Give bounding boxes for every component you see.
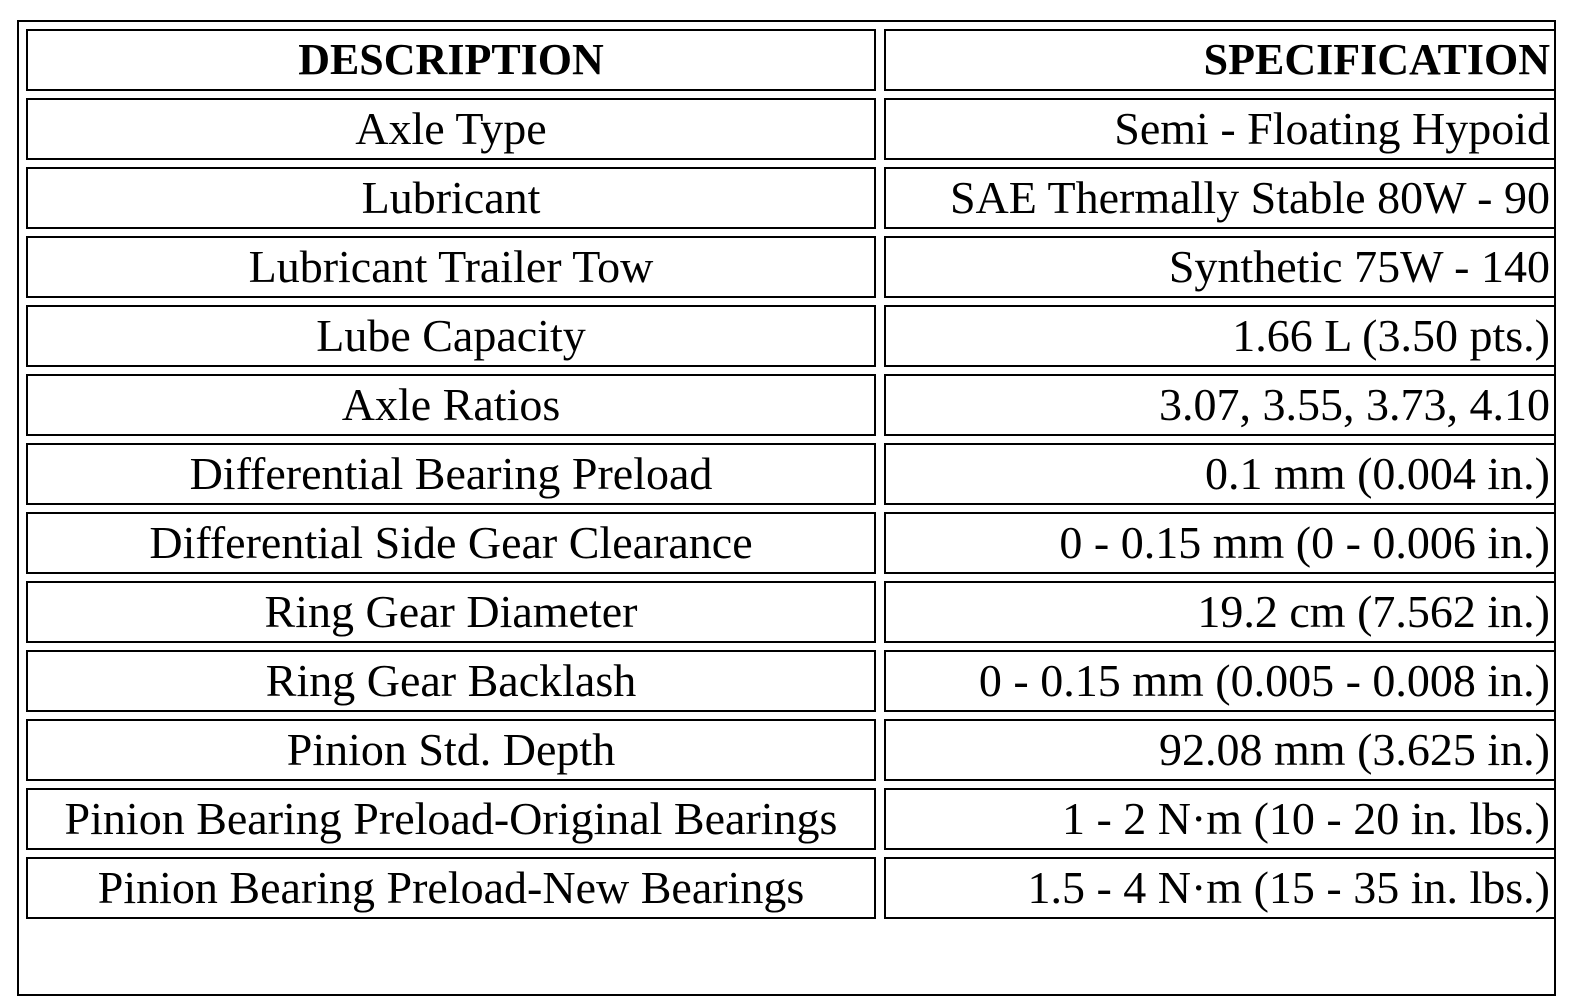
column-gap <box>876 719 884 781</box>
table-row <box>26 512 1556 574</box>
description-cell: Differential Side Gear Clearance <box>26 512 876 574</box>
table-row <box>26 167 1556 229</box>
column-gap <box>876 443 884 505</box>
table-row <box>26 305 1556 367</box>
description-cell: Lubricant Trailer Tow <box>26 236 876 298</box>
description-cell: Axle Type <box>26 98 876 160</box>
description-cell: Pinion Std. Depth <box>26 719 876 781</box>
column-gap <box>876 581 884 643</box>
specification-cell: Synthetic 75W - 140 <box>884 236 1556 298</box>
column-gap <box>876 98 884 160</box>
description-cell: Ring Gear Diameter <box>26 581 876 643</box>
column-gap <box>876 236 884 298</box>
column-header-description: DESCRIPTION <box>26 29 876 91</box>
table-row <box>26 650 1556 712</box>
description-cell: Differential Bearing Preload <box>26 443 876 505</box>
specification-cell: 3.07, 3.55, 3.73, 4.10 <box>884 374 1556 436</box>
specification-cell: Semi - Floating Hypoid <box>884 98 1556 160</box>
column-gap <box>876 857 884 919</box>
specification-cell: 1 - 2 N·m (10 - 20 in. lbs.) <box>884 788 1556 850</box>
table-row <box>26 719 1556 781</box>
specification-cell: 0 - 0.15 mm (0.005 - 0.008 in.) <box>884 650 1556 712</box>
column-header-specification: SPECIFICATION <box>884 29 1556 91</box>
table-row <box>26 443 1556 505</box>
specification-cell: 1.5 - 4 N·m (15 - 35 in. lbs.) <box>884 857 1556 919</box>
column-gap <box>876 374 884 436</box>
specification-table <box>26 22 1556 926</box>
table-row <box>26 581 1556 643</box>
column-gap <box>876 305 884 367</box>
table-row <box>26 98 1556 160</box>
column-gap <box>876 29 884 91</box>
specification-cell: 1.66 L (3.50 pts.) <box>884 305 1556 367</box>
column-gap <box>876 512 884 574</box>
description-cell: Ring Gear Backlash <box>26 650 876 712</box>
description-cell: Pinion Bearing Preload-Original Bearings <box>26 788 876 850</box>
column-gap <box>876 788 884 850</box>
column-gap <box>876 650 884 712</box>
table-row <box>26 236 1556 298</box>
table-row <box>26 788 1556 850</box>
specification-cell: 92.08 mm (3.625 in.) <box>884 719 1556 781</box>
column-gap <box>876 167 884 229</box>
table-row <box>26 374 1556 436</box>
specification-cell: 0.1 mm (0.004 in.) <box>884 443 1556 505</box>
specification-cell: 19.2 cm (7.562 in.) <box>884 581 1556 643</box>
specification-cell: SAE Thermally Stable 80W - 90 <box>884 167 1556 229</box>
description-cell: Lube Capacity <box>26 305 876 367</box>
description-cell: Lubricant <box>26 167 876 229</box>
specification-cell: 0 - 0.15 mm (0 - 0.006 in.) <box>884 512 1556 574</box>
table-header-row <box>26 29 1556 91</box>
table-row <box>26 857 1556 919</box>
description-cell: Pinion Bearing Preload-New Bearings <box>26 857 876 919</box>
description-cell: Axle Ratios <box>26 374 876 436</box>
